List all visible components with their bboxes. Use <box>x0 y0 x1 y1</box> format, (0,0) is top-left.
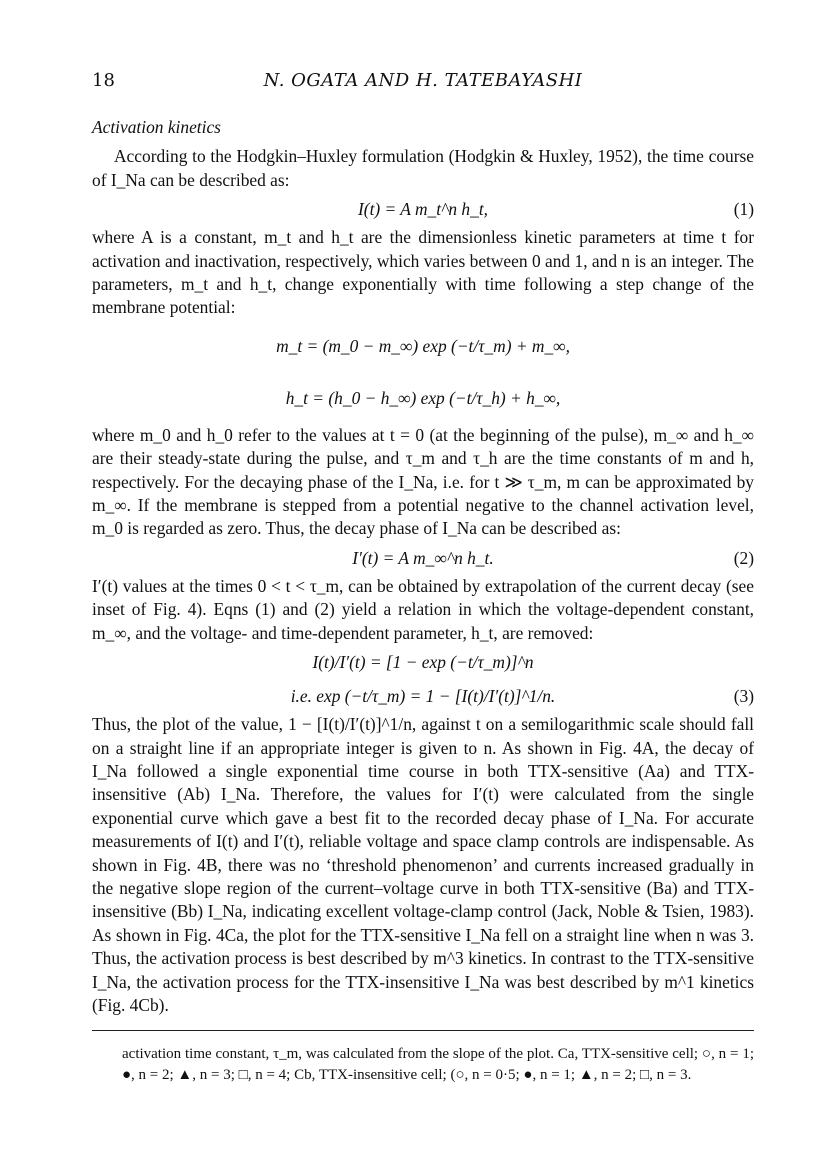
section-heading: Activation kinetics <box>92 117 221 137</box>
equation-3b-expression: i.e. exp (−t/τ_m) = 1 − [I(t)/I′(t)]^1/n. <box>290 686 556 707</box>
footnote-divider <box>92 1030 754 1031</box>
page-header <box>92 70 754 96</box>
equation-2-expression: I′(t) = A m_∞^n h_t. <box>352 547 494 568</box>
equation-m-expression: m_t = (m_0 − m_∞) exp (−t/τ_m) + m_∞, <box>276 335 570 356</box>
equation-m <box>92 320 754 372</box>
figure-legend-continuation: activation time constant, τ_m, was calculated from the slope of the plot. Ca, TTX-sensitive cell; ○, n = 1; ●, n = 2; ▲, n = 3; □, n = 4; Cb, TTX-insensitive cell; (○, n = 0·5; ●, n = 1; ▲, n = 2; □, n = 3. <box>122 1046 754 1083</box>
paragraph-4: I′(t) values at the times 0 < t < τ_m, can be obtained by extrapolation of the current decay (see inset of Fig. 4). Eqns (1) and (2) yield a relation in which the voltage-dependent constant, m_∞, and the voltage- and time-dependent parameter, h_t, are removed: <box>92 575 754 643</box>
paragraph-1: According to the Hodgkin–Huxley formulation (Hodgkin & Huxley, 1952), the time course of I_Na can be described as: <box>92 146 754 190</box>
equation-1 <box>92 192 754 226</box>
equation-1-number: (1) <box>733 199 754 220</box>
paragraph-5: Thus, the plot of the value, 1 − [I(t)/I′(t)]^1/n, against t on a semilogarithmic scale should fall on a straight line if an appropriate integer is given to n. As shown in Fig. 4A, the decay of I_Na followed a single exponential time course in both TTX-sensitive (Aa) and TTX-insensitive (Ab) I_Na. Therefore, the values for I′(t) were calculated from the single exponential curve which gave a best fit to the recorded decay phase of I_Na. For accurate measurements of I(t) and I′(t), reliable voltage and space clamp controls are indispensable. As shown in Fig. 4B, there was no ‘threshold phenomenon’ and currents increased gradually in the negative slope region of the current–voltage curve in both TTX-sensitive (Ba) and TTX-insensitive (Bb) I_Na, indicating excellent voltage-clamp control (Jack, Noble & Tsien, 1983). As shown in Fig. 4Ca, the plot for the TTX-sensitive I_Na fell on a straight line when n was 3. Thus, the activation process is best described by m^3 kinetics. In contrast to the TTX-sensitive I_Na, the activation process for the TTX-insensitive I_Na was best described by m^1 kinetics (Fig. 4Cb). <box>92 714 754 1015</box>
equation-3a-expression: I(t)/I′(t) = [1 − exp (−t/τ_m)]^n <box>312 652 534 673</box>
paragraph-3: where m_0 and h_0 refer to the values at t = 0 (at the beginning of the pulse), m_∞ and h_∞ are their steady-state during the pulse, and τ_m and τ_h are the time constants of m and h, respectively. For the decaying phase of the I_Na, i.e. for t ≫ τ_m, m can be approximated by m_∞. If the membrane is stepped from a potential negative to the channel activation level, m_0 is regarded as zero. Thus, the decay phase of I_Na can be described as: <box>92 424 754 539</box>
equation-3a <box>92 645 754 679</box>
equation-h <box>92 372 754 424</box>
equation-2-number: (2) <box>733 547 754 568</box>
article-body <box>92 116 754 1017</box>
equation-2 <box>92 541 754 575</box>
running-head: N. OGATA AND H. TATEBAYASHI <box>263 70 583 91</box>
paragraph-2: where A is a constant, m_t and h_t are the dimensionless kinetic parameters at time t for activation and inactivation, respectively, which varies between 0 and 1, and n is an integer. The parameters, m_t and h_t, change exponentially with time following a step change of the membrane potential: <box>92 227 754 318</box>
equation-1-expression: I(t) = A m_t^n h_t, <box>357 199 488 220</box>
equation-3b <box>92 679 754 713</box>
page-number: 18 <box>92 70 115 91</box>
equation-h-expression: h_t = (h_0 − h_∞) exp (−t/τ_h) + h_∞, <box>285 387 561 408</box>
equation-3-number: (3) <box>733 686 754 707</box>
